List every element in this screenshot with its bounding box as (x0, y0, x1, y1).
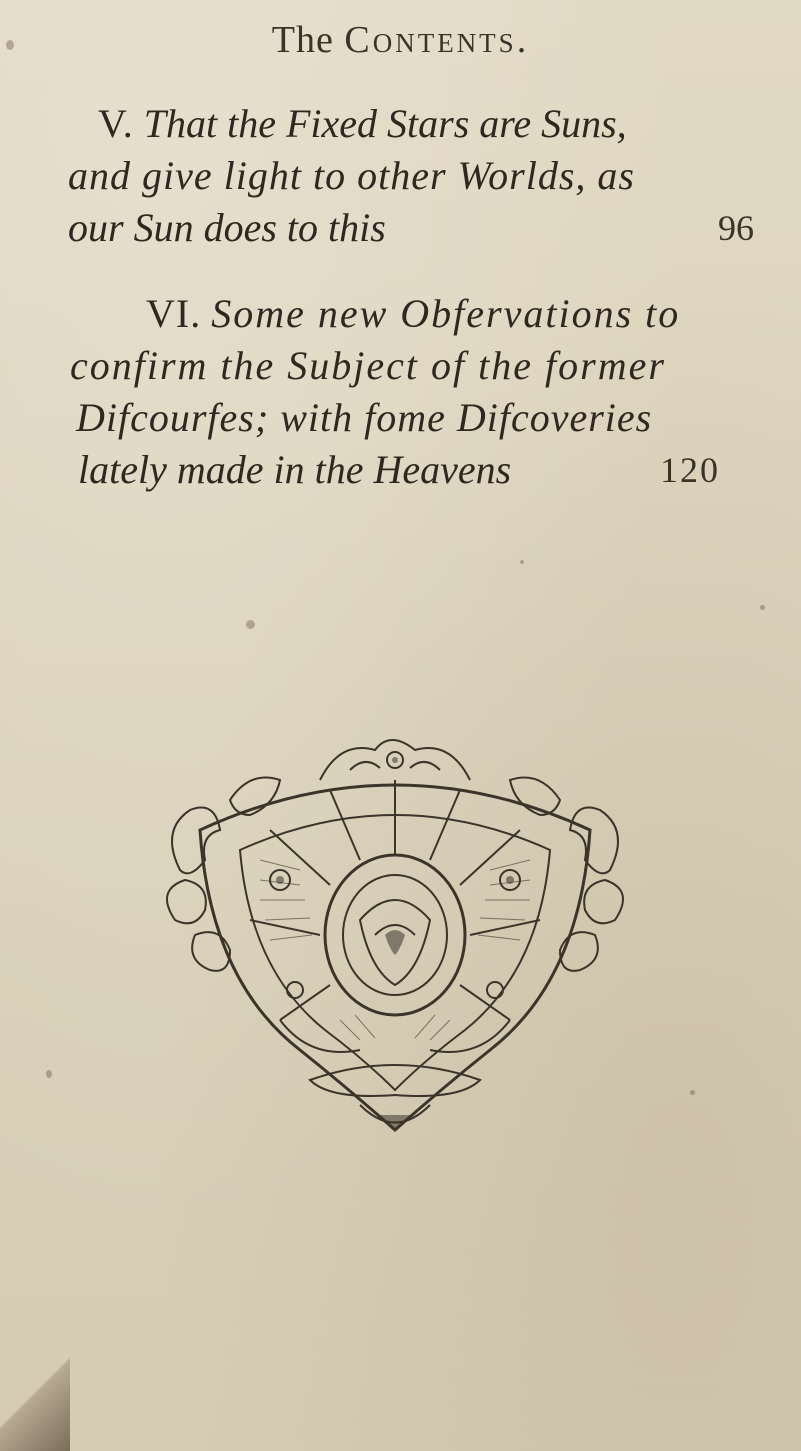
entry-line: lately made in the Heavens (78, 447, 512, 492)
entry-page-number: 96 (718, 208, 754, 248)
entry-line: confirm the Subject of the former (70, 343, 666, 388)
running-head-prefix: The (271, 19, 334, 61)
paper-speck (246, 620, 255, 629)
running-head (0, 18, 801, 62)
running-head-title: Contents. (344, 19, 530, 61)
paper-speck (520, 560, 524, 564)
entry-numeral: VI. (146, 291, 202, 336)
entry-line: our Sun does to this (68, 205, 386, 250)
paper-speck (760, 605, 765, 610)
entry-line: Difcourfes; with fome Difcoveries (76, 395, 653, 440)
page-fold-shadow (0, 1331, 70, 1451)
entry-page-number: 120 (660, 450, 720, 490)
entry-line: and give light to other Worlds, as (68, 153, 635, 198)
entry-line: Some new Obfervations to (211, 291, 681, 336)
floral-tailpiece-icon (160, 720, 630, 1150)
paper-speck (690, 1090, 695, 1095)
entry-numeral: V. (98, 101, 134, 146)
paper-speck (46, 1070, 52, 1078)
entry-line: That the Fixed Stars are Suns, (143, 101, 627, 146)
